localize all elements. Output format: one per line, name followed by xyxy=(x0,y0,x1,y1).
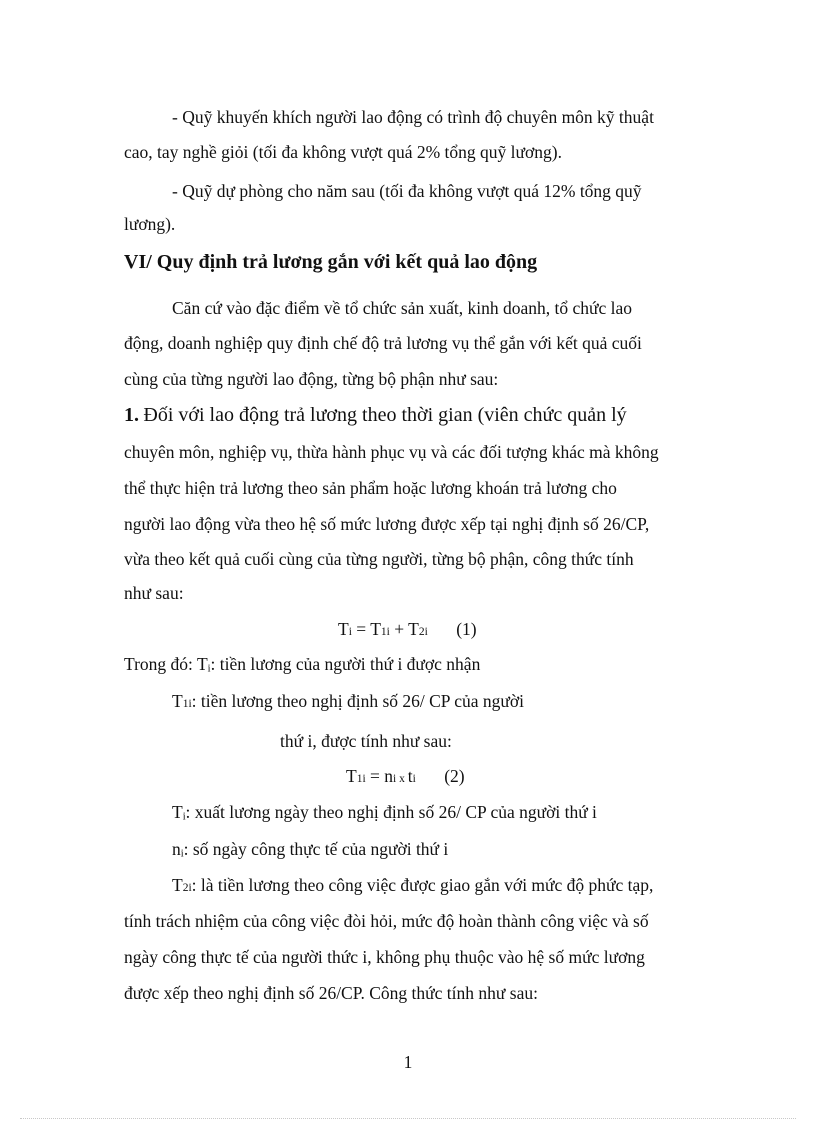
paragraph-line: vừa theo kết quả cuối cùng của từng người, từng bộ phận, công thức tính xyxy=(124,549,634,569)
definition-line: nᵢ: số ngày công thực tế của người thứ i xyxy=(172,839,449,859)
paragraph-line: - Quỹ khuyến khích người lao động có trình độ chuyên môn kỹ thuật xyxy=(172,107,654,127)
formula-2: T1i = ni x ti (2) xyxy=(346,766,465,786)
paragraph-line: người lao động vừa theo hệ số mức lương được xếp tại nghị định số 26/CP, xyxy=(124,514,650,534)
definition-line: T1i: tiền lương theo nghị định số 26/ CP của người xyxy=(172,691,525,711)
paragraph-line: - Quỹ dự phòng cho năm sau (tối đa không vượt quá 12% tổng quỹ xyxy=(172,181,642,201)
paragraph-line: cùng của từng người lao động, từng bộ phận như sau: xyxy=(124,369,499,389)
paragraph-line: tính trách nhiệm của công việc đòi hỏi, mức độ hoàn thành công việc và số xyxy=(124,911,649,931)
formula-1: Ti = T1i + T2i (1) xyxy=(338,619,477,639)
definition-line: Tᵢ: xuất lương ngày theo nghị định số 26/ CP của người thứ i xyxy=(172,802,597,822)
definition-line: thứ i, được tính như sau: xyxy=(280,731,452,751)
paragraph-line: T2i: là tiền lương theo công việc được giao gắn với mức độ phức tạp, xyxy=(172,875,654,895)
paragraph-line: được xếp theo nghị định số 26/CP. Công thức tính như sau: xyxy=(124,983,538,1003)
paragraph-line: lương). xyxy=(124,214,176,234)
paragraph-line: cao, tay nghề giỏi (tối đa không vượt quá 2% tổng quỹ lương). xyxy=(124,142,562,162)
paragraph-line: động, doanh nghiệp quy định chế độ trả lương vụ thể gắn với kết quả cuối xyxy=(124,333,642,353)
section-heading: VI/ Quy định trả lương gắn với kết quả lao động xyxy=(124,251,538,273)
paragraph-line: 1. Đối với lao động trả lương theo thời gian (viên chức quản lý xyxy=(124,404,627,426)
paragraph-line: chuyên môn, nghiệp vụ, thừa hành phục vụ và các đối tượng khác mà không xyxy=(124,442,659,462)
page-number: 1 xyxy=(403,1052,413,1072)
paragraph-line: như sau: xyxy=(124,583,184,603)
item-number: 1. xyxy=(124,404,139,426)
paragraph-line: ngày công thực tế của người thức i, không phụ thuộc vào hệ số mức lương xyxy=(124,947,645,967)
paragraph-line: Căn cứ vào đặc điểm về tổ chức sản xuất, kinh doanh, tổ chức lao xyxy=(172,298,632,318)
formula-number: (2) xyxy=(444,766,465,786)
paragraph-line: thể thực hiện trả lương theo sản phẩm hoặc lương khoán trả lương cho xyxy=(124,478,617,498)
formula-number: (1) xyxy=(456,619,477,639)
page-bottom-border xyxy=(20,1118,796,1119)
definition-line: Trong đó: Tᵢ: tiền lương của người thứ i được nhận xyxy=(124,654,481,674)
